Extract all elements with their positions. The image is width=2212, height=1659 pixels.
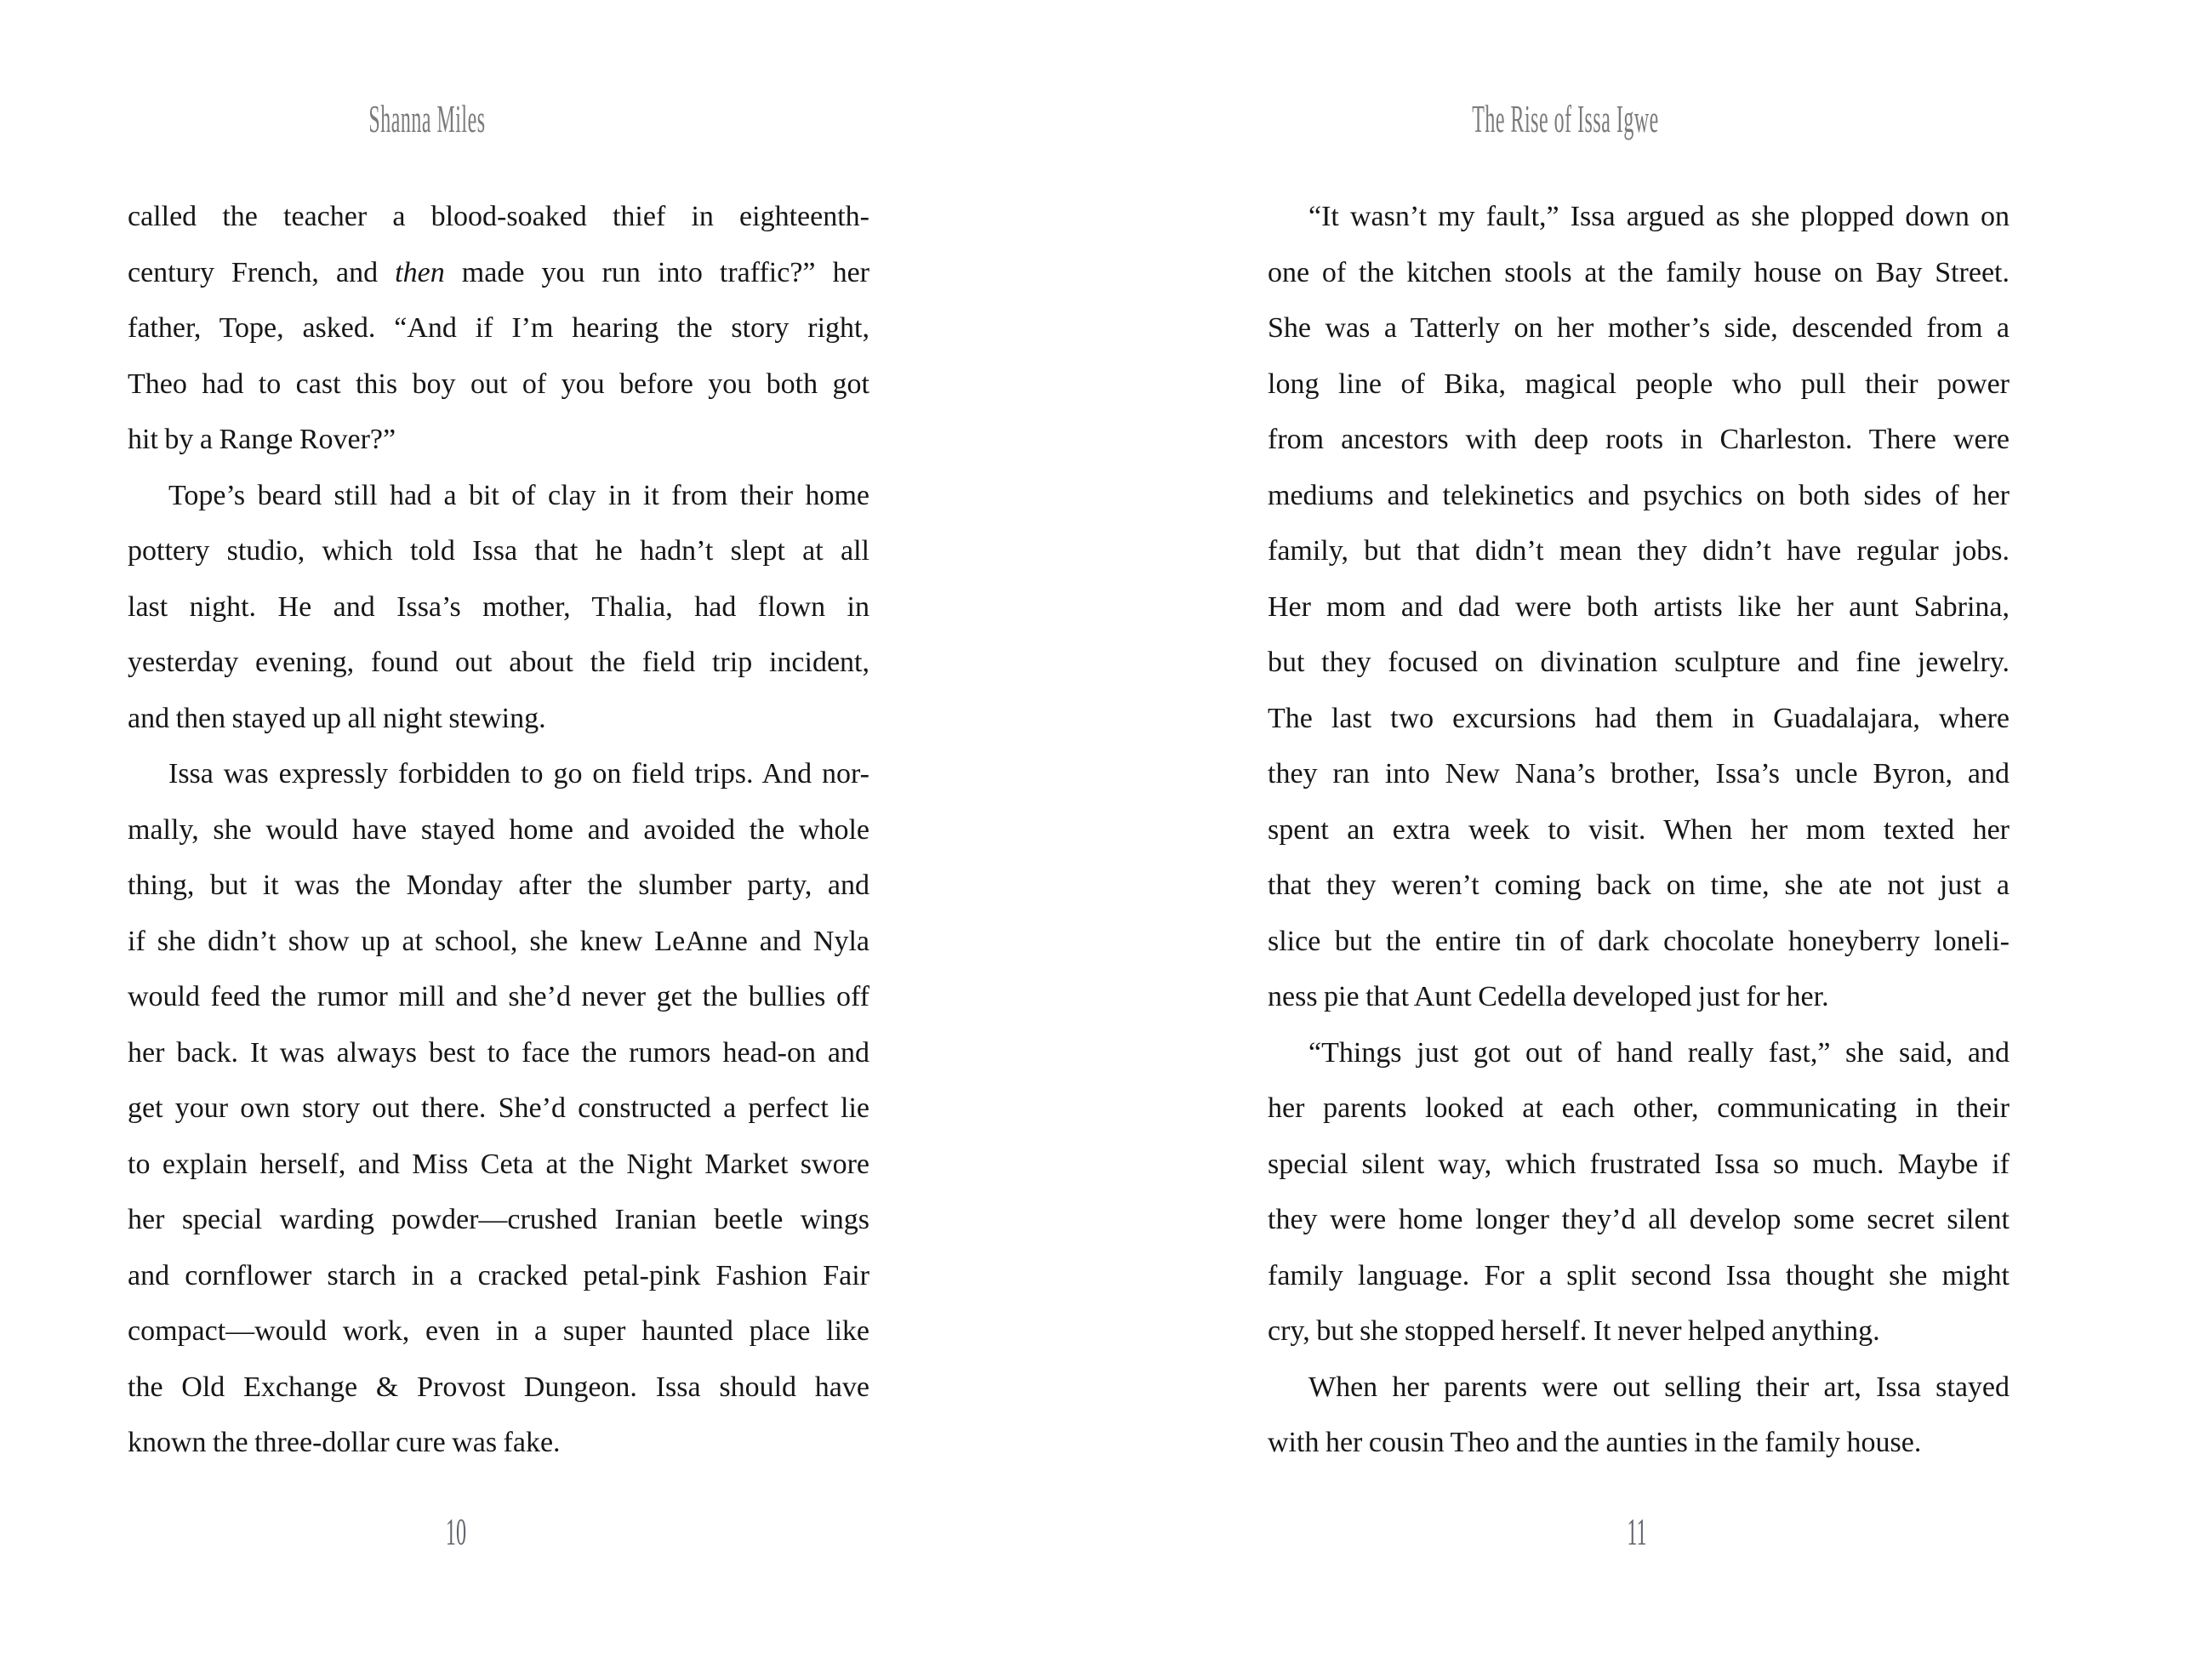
page-number-right xyxy=(1619,1511,1655,1553)
text-line: Tope’s beard still had a bit of clay in it from their home xyxy=(168,479,869,511)
page-number-right-text: 11 xyxy=(1627,1511,1647,1553)
text-line: yesterday evening, found out about the field trip incident, xyxy=(128,647,869,678)
running-header-title-text: The Rise of Issa Igwe xyxy=(1472,97,1659,140)
text-line: Issa was expressly forbidden to go on field trips. And nor- xyxy=(168,758,869,790)
text-line: known the three-dollar cure was fake. xyxy=(128,1427,561,1458)
text-line: “It wasn’t my fault,” Issa argued as she plopped down on xyxy=(1308,201,2010,232)
paragraph xyxy=(128,189,869,468)
page-number-left-text: 10 xyxy=(445,1511,467,1553)
running-header-author xyxy=(315,99,539,140)
text-line: slice but the entire tin of dark chocolate honeyberry loneli- xyxy=(1268,925,2010,957)
text-line: family language. For a split second Issa thought she might xyxy=(1268,1259,2010,1291)
page-number-left xyxy=(437,1511,475,1553)
text-line: if she didn’t show up at school, she knew LeAnne and Nyla xyxy=(128,925,869,957)
text-line: cry, but she stopped herself. It never helped anything. xyxy=(1268,1315,1880,1347)
text-line: mediums and telekinetics and psychics on both sides of her xyxy=(1268,479,2010,511)
text-line: and cornflower starch in a cracked petal-pink Fashion Fair xyxy=(128,1259,869,1291)
text-line: father, Tope, asked. “And if I’m hearing the story right, xyxy=(128,312,869,344)
text-line: they were home longer they’d all develop some secret silent xyxy=(1268,1204,2010,1235)
text-line: century French, and then made you run into traffic?” her xyxy=(128,256,869,288)
text-line: that they weren’t coming back on time, she ate not just a xyxy=(1268,869,2010,901)
running-header-author-text: Shanna Miles xyxy=(368,97,486,140)
text-line: called the teacher a blood-soaked thief in eighteenth- xyxy=(128,201,869,232)
paragraph xyxy=(1268,1025,2010,1360)
text-line: long line of Bika, magical people who pull their power xyxy=(1268,368,2010,400)
text-line: When her parents were out selling their art, Issa stayed xyxy=(1308,1371,2010,1403)
text-line: last night. He and Issa’s mother, Thalia, had flown in xyxy=(128,590,869,623)
text-line: mally, she would have stayed home and avoided the whole xyxy=(128,813,869,846)
text-line: the Old Exchange & Provost Dungeon. Issa should have xyxy=(128,1371,869,1403)
text-line: they ran into New Nana’s brother, Issa’s uncle Byron, and xyxy=(1268,758,2010,790)
text-line: pottery studio, which told Issa that he hadn’t slept at all xyxy=(128,535,869,567)
text-line: get your own story out there. She’d constructed a perfect lie xyxy=(128,1092,869,1124)
text-line: thing, but it was the Monday after the slumber party, and xyxy=(128,869,869,901)
text-line: family, but that didn’t mean they didn’t have regular jobs. xyxy=(1268,535,2010,567)
text-line: to explain herself, and Miss Ceta at the Night Market swore xyxy=(128,1148,869,1180)
paragraph xyxy=(1268,189,2010,1025)
text-line: her special warding powder—crushed Iranian beetle wings xyxy=(128,1204,869,1235)
text-line: but they focused on divination sculpture and fine jewelry. xyxy=(1268,647,2010,678)
text-line: and then stayed up all night stewing. xyxy=(128,702,546,734)
text-line: ness pie that Aunt Cedella developed just for her. xyxy=(1268,981,1829,1012)
left-page-body xyxy=(128,189,869,1471)
text-line: hit by a Range Rover?” xyxy=(128,424,396,455)
paragraph xyxy=(1268,1360,2010,1471)
running-header-title xyxy=(1386,99,1745,140)
text-line: spent an extra week to visit. When her mom texted her xyxy=(1268,813,2010,846)
text-line: The last two excursions had them in Guadalajara, where xyxy=(1268,702,2010,734)
text-line: compact—would work, even in a super haunted place like xyxy=(128,1315,869,1347)
text-line: special silent way, which frustrated Issa so much. Maybe if xyxy=(1268,1148,2010,1180)
text-line: her back. It was always best to face the rumors head-on and xyxy=(128,1036,869,1069)
text-line: Theo had to cast this boy out of you before you both got xyxy=(128,368,869,400)
text-line: with her cousin Theo and the aunties in the family house. xyxy=(1268,1427,1922,1458)
right-page-body xyxy=(1268,189,2010,1471)
text-line: She was a Tatterly on her mother’s side, descended from a xyxy=(1268,312,2010,344)
text-line: Her mom and dad were both artists like her aunt Sabrina, xyxy=(1268,590,2010,623)
text-line: one of the kitchen stools at the family house on Bay Street. xyxy=(1268,256,2010,288)
text-line: her parents looked at each other, communicating in their xyxy=(1268,1092,2010,1124)
text-line: “Things just got out of hand really fast,” she said, and xyxy=(1308,1036,2010,1069)
text-line: from ancestors with deep roots in Charleston. There were xyxy=(1268,424,2010,455)
paragraph xyxy=(128,746,869,1471)
paragraph xyxy=(128,468,869,747)
text-line: would feed the rumor mill and she’d never get the bullies off xyxy=(128,981,869,1012)
